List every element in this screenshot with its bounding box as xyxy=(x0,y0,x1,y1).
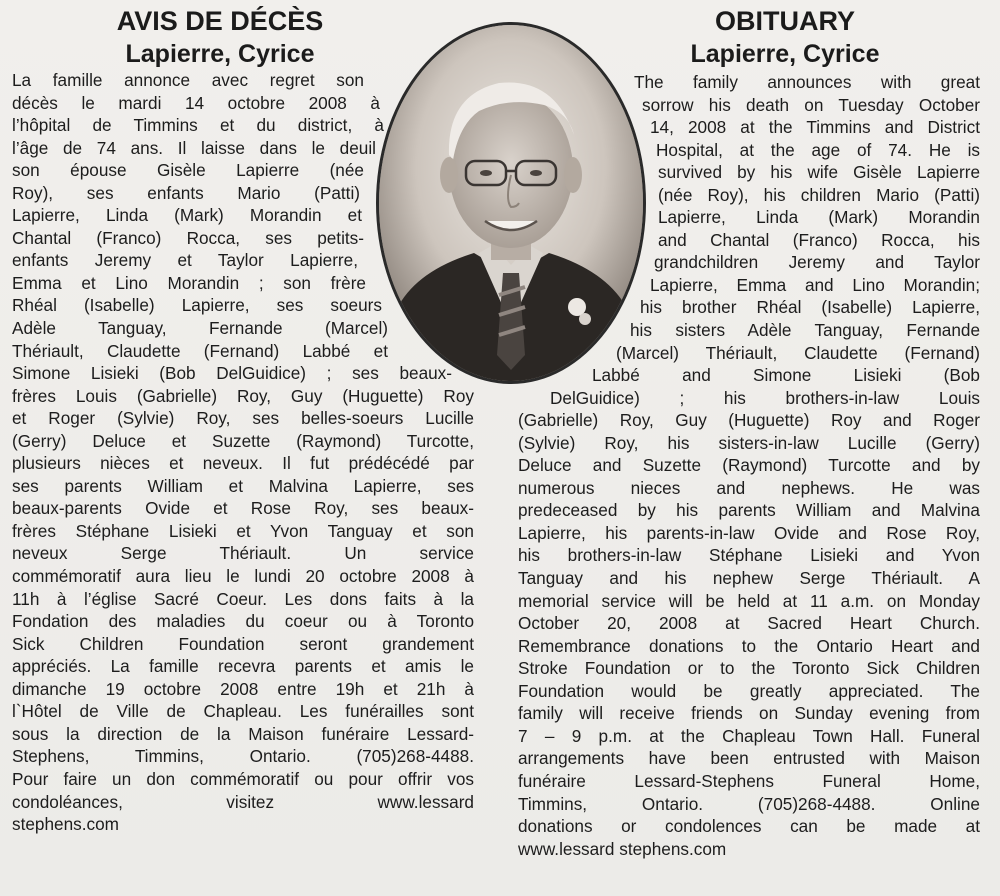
french-line: Roy), ses enfants Mario (Patti) xyxy=(12,182,360,203)
french-line: stephens.com xyxy=(12,814,120,835)
french-line: commémoratif aura lieu le lundi 20 octobre 2008 à xyxy=(12,566,474,587)
english-line: (Gabrielle) Roy, Guy (Huguette) Roy and Roger xyxy=(518,410,980,431)
french-line: l`Hôtel de Ville de Chapleau. Les funérailles sont xyxy=(12,701,474,722)
french-line: l’hôpital de Timmins et du district, à xyxy=(12,115,384,136)
french-line: Chantal (Franco) Rocca, ses petits- xyxy=(12,227,364,248)
french-line: enfants Jeremy et Taylor Lapierre, xyxy=(12,250,358,271)
english-line: numerous nieces and nephews. He was xyxy=(518,477,980,498)
english-line: and Chantal (Franco) Rocca, his xyxy=(658,229,980,250)
english-line: 7 – 9 p.m. at the Chapleau Town Hall. Funeral xyxy=(518,725,980,746)
english-body xyxy=(518,71,980,860)
french-line: ses parents William et Malvina Lapierre, ses xyxy=(12,475,474,496)
french-line: frères Louis (Gabrielle) Roy, Guy (Huguette) Roy xyxy=(12,385,474,406)
english-line: Foundation would be greatly appreciated. The xyxy=(518,680,980,701)
french-line: Lapierre, Linda (Mark) Morandin et xyxy=(12,205,362,226)
english-line: funéraire Lessard-Stephens Funeral Home, xyxy=(518,770,980,791)
english-deceased-name: Lapierre, Cyrice xyxy=(690,40,880,68)
french-line: condoléances, visitez www.lessard xyxy=(12,791,474,812)
french-line: neveux Serge Thériault. Un service xyxy=(12,543,474,564)
french-line: et Roger (Sylvie) Roy, ses belles-soeurs Lucille xyxy=(12,408,474,429)
english-line: The family announces with great xyxy=(634,72,980,92)
french-line: Rhéal (Isabelle) Lapierre, ses soeurs xyxy=(12,295,382,316)
french-body xyxy=(12,69,474,836)
english-title: OBITUARY xyxy=(715,6,855,36)
french-line: (Gerry) Deluce et Suzette (Raymond) Turcotte, xyxy=(12,430,474,451)
english-line: 14, 2008 at the Timmins and District xyxy=(650,117,980,138)
english-line: arrangements have been entrusted with Maison xyxy=(518,748,980,769)
english-line: (Sylvie) Roy, his sisters-in-law Lucille (Gerry) xyxy=(518,432,980,453)
english-line: Timmins, Ontario. (705)268-4488. Online xyxy=(518,793,980,814)
english-line: www.lessard stephens.com xyxy=(518,838,727,859)
english-line: Stroke Foundation or to the Toronto Sick Children xyxy=(518,658,980,679)
english-line: his brothers-in-law Stéphane Lisieki and Yvon xyxy=(518,545,980,566)
english-line: Hospital, at the age of 74. He is xyxy=(656,139,980,160)
french-deceased-name: Lapierre, Cyrice xyxy=(125,40,315,68)
english-line: his brother Rhéal (Isabelle) Lapierre, xyxy=(640,297,980,318)
english-line: predeceased by his parents William and Malvina xyxy=(518,500,980,521)
english-line: Tanguay and his nephew Serge Thériault. A xyxy=(518,568,980,589)
english-line: DelGuidice) ; his brothers-in-law Louis xyxy=(550,387,980,408)
french-line: Fondation des maladies du coeur ou à Toronto xyxy=(12,611,474,632)
english-line: sorrow his death on Tuesday October xyxy=(642,94,980,115)
french-line: Adèle Tanguay, Fernande (Marcel) xyxy=(12,318,388,339)
french-line: Simone Lisieki (Bob DelGuidice) ; ses beaux- xyxy=(12,363,452,384)
english-line: survived by his wife Gisèle Lapierre xyxy=(658,162,980,183)
french-line: Stephens, Timmins, Ontario. (705)268-4488. xyxy=(12,746,474,767)
english-line: Remembrance donations to the Ontario Heart and xyxy=(518,635,980,656)
english-line: (née Roy), his children Mario (Patti) xyxy=(658,184,980,205)
english-line: Lapierre, Linda (Mark) Morandin xyxy=(658,207,980,228)
french-line: La famille annonce avec regret son xyxy=(12,70,364,90)
english-line: Lapierre, his parents-in-law Ovide and Rose Roy, xyxy=(518,522,980,543)
english-line: family will receive friends on Sunday evening from xyxy=(518,703,980,724)
french-line: Pour faire un don commémoratif ou pour offrir vos xyxy=(12,768,474,789)
french-title: AVIS DE DÉCÈS xyxy=(116,6,324,36)
french-line: dimanche 19 octobre 2008 entre 19h et 21h à xyxy=(12,678,474,699)
english-line: Deluce and Suzette (Raymond) Turcotte and by xyxy=(518,455,980,476)
english-line: memorial service will be held at 11 a.m. on Monday xyxy=(518,590,980,611)
french-line: Thériault, Claudette (Fernand) Labbé et xyxy=(12,340,388,361)
english-line: donations or condolences can be made at xyxy=(518,816,980,837)
english-line: grandchildren Jeremy and Taylor xyxy=(654,252,980,273)
french-line: frères Stéphane Lisieki et Yvon Tanguay et son xyxy=(12,520,474,541)
english-line: Labbé and Simone Lisieki (Bob xyxy=(592,365,980,386)
english-line: (Marcel) Thériault, Claudette (Fernand) xyxy=(616,342,980,363)
english-line: his sisters Adèle Tanguay, Fernande xyxy=(630,320,980,341)
french-line: décès le mardi 14 octobre 2008 à xyxy=(12,92,380,113)
english-line: October 20, 2008 at Sacred Heart Church. xyxy=(518,613,980,634)
french-line: Emma et Lino Morandin ; son frère xyxy=(12,272,366,293)
french-line: appréciés. La famille recevra parents et amis le xyxy=(12,656,474,677)
french-line: plusieurs nièces et neveux. Il fut prédécédé par xyxy=(12,453,474,474)
french-line: 11h à l’église Sacré Coeur. Les dons faits à la xyxy=(12,588,474,609)
french-line: beaux-parents Ovide et Rose Roy, ses beaux- xyxy=(12,498,474,519)
french-line: Sick Children Foundation seront grandement xyxy=(12,633,474,654)
english-line: Lapierre, Emma and Lino Morandin; xyxy=(650,274,980,295)
french-line: sous la direction de la Maison funéraire Lessard- xyxy=(12,723,474,744)
french-line: son épouse Gisèle Lapierre (née xyxy=(12,160,364,181)
french-line: l’âge de 74 ans. Il laisse dans le deuil xyxy=(12,137,376,158)
